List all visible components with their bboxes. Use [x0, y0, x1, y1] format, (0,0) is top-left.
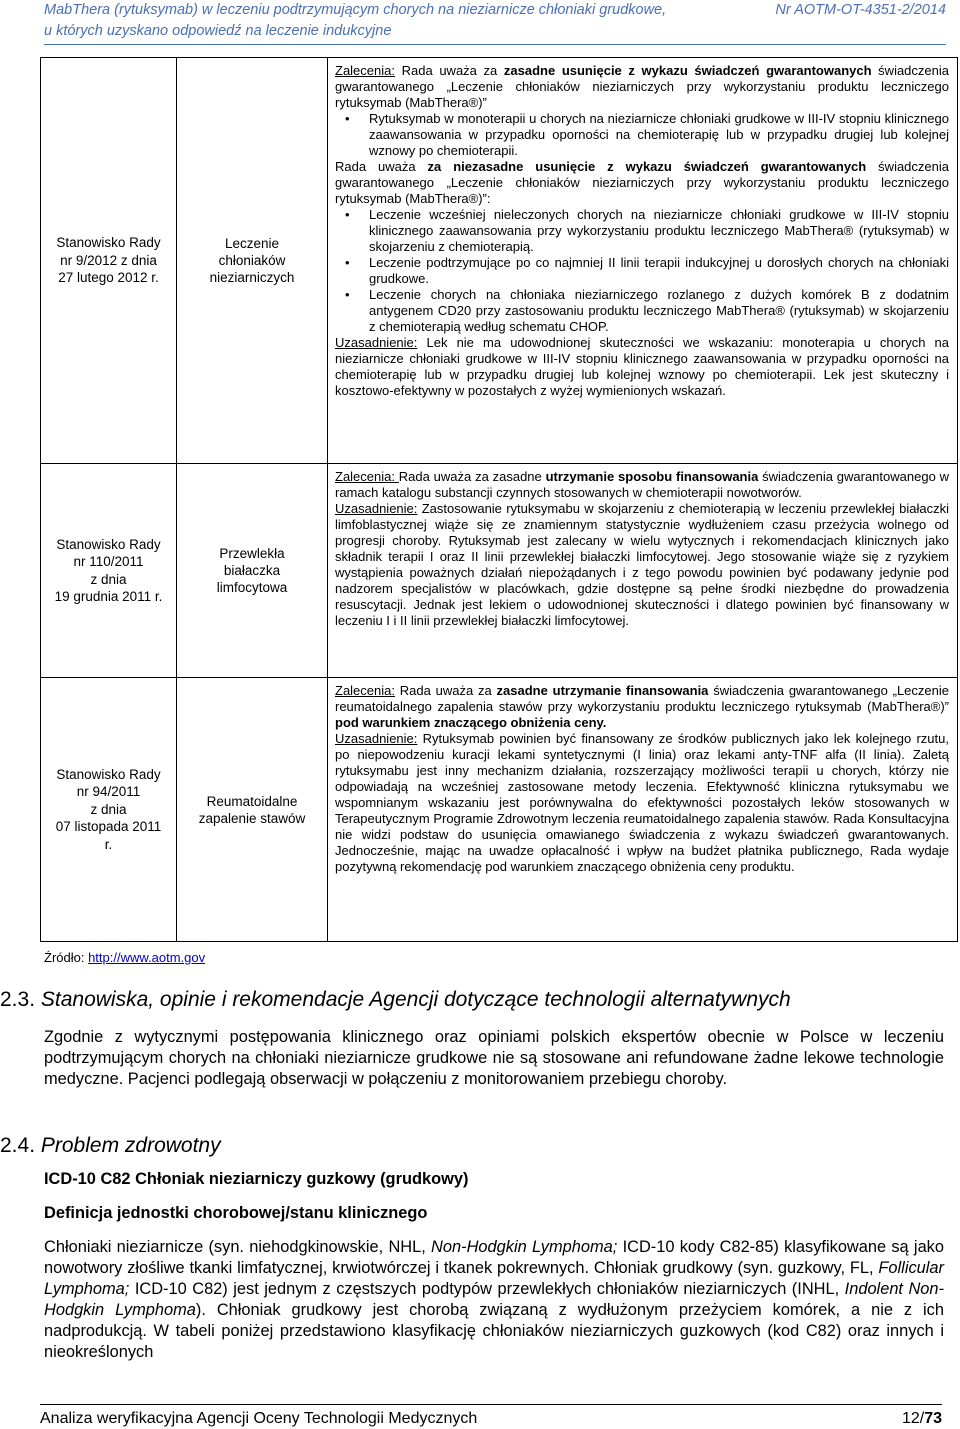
- list-item: • Leczenie chorych na chłoniaka nieziarniczego rozlanego z dużych komórek B z dodatnim antygenem CD20 przy zastosowaniu produktu leczniczego MabThera® (rytuksymab) w skojarzeniu z chemioterapią według schematu CHOP.: [369, 287, 949, 335]
- justification-paragraph: [335, 731, 949, 875]
- italic-span: Follicular Lymphoma;: [44, 1259, 944, 1298]
- position-line: z dnia: [90, 571, 127, 587]
- position-line: 27 lutego 2012 r.: [58, 270, 159, 286]
- text-span: Rada uważa za zasadne: [398, 469, 546, 484]
- position-line: z dnia: [90, 801, 127, 817]
- text-span: Chłoniaki nieziarnicze (syn. niehodgkinowskie, NHL,: [44, 1238, 432, 1256]
- header-reference: Nr AOTM-OT-4351-2/2014: [775, 2, 946, 18]
- text-span: ). Chłoniak grudkowy jest chorobą związaną z wydłużonym przeżyciem komórek, a nie z ich nadprodukcją. W tabeli poniżej przedstawiono klasyfikację chłoniaków nieziarniczych guzkowych (kod C82) oraz innych i nieokreślonych: [44, 1301, 944, 1361]
- page-total: 73: [924, 1410, 942, 1427]
- page-header: [44, 0, 946, 46]
- list-item: • Leczenie podtrzymujące po co najmniej II linii terapii indukcyjnej u dorosłych chorych na chłoniaki grudkowe.: [369, 255, 949, 287]
- recommendation-cell: [328, 678, 958, 942]
- section-number: 2.3.: [0, 988, 36, 1011]
- section-title: Stanowiska, opinie i rekomendacje Agencji dotyczące technologii alternatywnych: [40, 988, 791, 1011]
- table-row: [41, 464, 958, 678]
- table-row: [41, 58, 958, 464]
- indication-line: białaczka: [223, 563, 281, 578]
- list-item: • Leczenie wcześniej nieleczonych chorych na nieziarnicze chłoniaki grudkowe w III-IV stopniu klinicznego zaawansowania przy wykorzystaniu produktu leczniczego MabThera® (rytuksymab) w skojarzeniu z chemioterapią.: [369, 207, 949, 255]
- recommendation-paragraph: [335, 159, 949, 207]
- header-title-line1: MabThera (rytuksymab) w leczeniu podtrzymującym chorych na nieziarnicze chłoniaki grudkowe,: [44, 2, 667, 18]
- position-cell: [41, 58, 177, 464]
- page-current: 12/: [901, 1410, 925, 1427]
- bullet-list: [335, 111, 949, 159]
- label-zalecenia: Zalecenia:: [335, 469, 399, 484]
- list-item: • Rytuksymab w monoterapii u chorych na nieziarnicze chłoniaki grudkowe w III-IV stopniu klinicznego zaawansowania w przypadku oporności na chemioterapię lub w przypadku drugiej lub kolejnej wznowy po chemioterapii.: [369, 111, 949, 159]
- label-uzasadnienie: Uzasadnienie:: [335, 501, 418, 516]
- bold-span: utrzymanie sposobu finansowania: [545, 469, 759, 484]
- text-span: Rytuksymab powinien być finansowany ze środków publicznych jako lek kolejnego rzutu, po niepowodzeniu kuracji lekami syntetycznymi (I linia) oraz lekami anty-TNF alfa (II linia). Zaletą rytuksymabu jest inny mechanizm działania, rozszerzający możliwości terapii u chorych, którzy nie odpowiadają na wcześniej zastosowane metody leczenia. Efektywność kliniczna rytuksymabu we wspomnianym wskazaniu jest porównywalna do efektywności pozostałych leków stosowanych w Terapeutycznym Programie Zdrowotnym leczenia reumatoidalnego zapalenia stawów. Rada Konsultacyjna nie widzi podstaw do usunięcia omawianego świadczenia z wykazu świadczeń gwarantowanych. Jednocześnie, mając na uwadze opłacalność i wpływ na budżet płatnika publicznego, Rada wydaje pozytywną rekomendację pod warunkiem znaczącego obniżenia ceny produktu.: [335, 731, 949, 874]
- source-label: Źródło:: [44, 950, 89, 965]
- section-number: 2.4.: [0, 1134, 36, 1157]
- indication-cell: [177, 464, 328, 678]
- header-title-line2: u których uzyskano odpowiedź na leczenie indukcyjne: [44, 23, 392, 39]
- bold-span: zasadne utrzymanie finansowania: [496, 683, 709, 698]
- recommendation-cell: [328, 464, 958, 678]
- text-span: Zastosowanie rytuksymabu w skojarzeniu z chemioterapią w leczeniu przewlekłej białaczki limfoblastycznej wiąże się ze znamiennym statystycznie wydłużeniem czasu przeżycia wolnego od progresji choroby. Rytuksymab jest zalecany w wielu wytycznych i rekomendacjach klinicznych jako składnik terapii I oraz II linii przewlekłej białaczki limfocytowej. Jego stosowanie wiąże się z ryzykiem wystąpienia poważnych działań niepożądanych i z tego powodu powinien być podawany jedynie pod nadzorem specjalistów w placówkach, gdzie dostępne są pełne środki niezbędne do prowadzenia resuscytacji. Jednak jest lekiem o udowodnionej skuteczności i dlatego powinien być finansowany w leczeniu I i II linii przewlekłej białaczki limfocytowej.: [335, 501, 949, 628]
- italic-span: Non-Hodgkin Lymphoma;: [431, 1238, 618, 1256]
- position-line: nr 110/2011: [73, 554, 144, 569]
- position-line: Stanowisko Rady: [56, 235, 161, 251]
- section-heading-2-4: [0, 1134, 221, 1158]
- position-line: nr 94/2011: [76, 784, 141, 800]
- text-span: świadczenia gwarantowanego „Leczenie reumatoidalnego zapalenia stawów przy wykorzystaniu produktu leczniczego rytuksymab (MabThera®)”: [335, 683, 949, 714]
- indication-cell: [177, 678, 328, 942]
- indication-line: chłoniaków: [218, 253, 286, 268]
- indication-line: Przewlekła: [219, 546, 285, 561]
- definition-heading: Definicja jednostki chorobowej/stanu klinicznego: [44, 1204, 428, 1222]
- position-line: 07 listopada 2011: [55, 819, 162, 835]
- position-cell: [41, 464, 177, 678]
- text-span: ICD-10 kody C82-85) klasyfikowane są jako nowotwory złośliwe tkanki limfatycznej, krwiotwórczej i tkanek pokrewnych. Chłoniak grudkowy (syn. guzkowy, FL,: [44, 1238, 944, 1277]
- italic-span: Indolent Non-Hodgkin Lymphoma: [44, 1280, 944, 1319]
- footer-title: Analiza weryfikacyjna Agencji Oceny Technologii Medycznych: [40, 1410, 478, 1427]
- text-span: Rada uważa za: [394, 683, 497, 698]
- label-uzasadnienie: Uzasadnienie:: [335, 731, 418, 746]
- table-row: [41, 678, 958, 942]
- recommendation-cell: [328, 58, 958, 464]
- bullet-list: [335, 207, 949, 335]
- council-positions-table: [40, 57, 958, 942]
- position-cell: [41, 678, 177, 942]
- text-span: Lek nie ma udowodnionej skuteczności we wskazaniu: monoterapia u chorych na nieziarnicze chłoniaki grudkowe w III-IV stopniu klinicznego zaawansowania w przypadku oporności na chemioterapię lub w przypadku drugiej lub kolejnej wznowy po chemioterapii. Lek jest skuteczny i kosztowo-efektywny w pozostałych z wyżej wymienionych wskazań.: [335, 335, 949, 398]
- source-note: [44, 950, 205, 965]
- indication-line: zapalenie stawów: [198, 810, 306, 826]
- justification-paragraph: [335, 335, 949, 399]
- bold-span: pod warunkiem znaczącego obniżenia ceny.: [335, 715, 607, 730]
- text-span: Rada uważa: [335, 159, 428, 174]
- indication-line: Reumatoidalne: [206, 793, 298, 809]
- position-line: Stanowisko Rady: [56, 766, 161, 782]
- indication-line: nieziarniczych: [209, 270, 295, 285]
- indication-line: limfocytowa: [216, 580, 288, 595]
- section-heading-2-3: [0, 988, 791, 1012]
- text-span: ICD-10 C82) jest jednym z częstszych podtypów przewlekłych chłoniaków nieziarniczych (INHL,: [129, 1280, 845, 1298]
- position-line: nr 9/2012 z dnia: [60, 252, 157, 268]
- page-number: [902, 1409, 942, 1429]
- page-footer: [40, 1404, 942, 1429]
- position-line: r.: [104, 836, 113, 852]
- text-span: Rada uważa za: [394, 63, 504, 78]
- section-2-3-paragraph: Zgodnie z wytycznymi postępowania klinicznego oraz opiniami polskich ekspertów obecnie w Polsce w leczeniu podtrzymującym chorych na chłoniaki nieziarnicze grudkowe nie są stosowane ani refundowane żadne lekowe technologie medyczne. Pacjenci podlegają obserwacji w połączeniu z monitorowaniem przebiegu choroby.: [44, 1028, 944, 1088]
- indication-line: Leczenie: [224, 236, 280, 251]
- icd-heading: ICD-10 C82 Chłoniak nieziarniczy guzkowy (grudkowy): [44, 1170, 469, 1188]
- position-line: Stanowisko Rady: [56, 536, 161, 552]
- source-link[interactable]: http://www.aotm.gov: [88, 950, 206, 965]
- label-zalecenia: Zalecenia:: [335, 63, 395, 78]
- bold-span: za niezasadne usunięcie z wykazu świadczeń gwarantowanych: [427, 159, 867, 174]
- header-rule: [44, 44, 946, 45]
- recommendation-paragraph: [335, 63, 949, 111]
- text-span: świadczenia gwarantowanego w ramach katalogu substancji czynnych stosowanych w chemioterapii nowotworów.: [335, 469, 949, 500]
- indication-cell: [177, 58, 328, 464]
- section-title: Problem zdrowotny: [40, 1134, 221, 1157]
- justification-paragraph: [335, 501, 949, 629]
- position-line: 19 grudnia 2011 r.: [54, 589, 163, 604]
- text-span: świadczenia gwarantowanego „Leczenie chłoniaków nieziarniczych przy wykorzystaniu produktu leczniczego rytuksymab (MabThera®)”:: [335, 159, 949, 206]
- label-uzasadnienie: Uzasadnienie:: [335, 335, 418, 350]
- recommendation-paragraph: [335, 683, 949, 731]
- text-span: świadczenia gwarantowanego „Leczenie chłoniaków nieziarniczych przy wykorzystaniu produktu leczniczego rytuksymab (MabThera®)”: [335, 63, 949, 110]
- section-2-4-paragraph: [44, 1237, 944, 1363]
- recommendation-paragraph: [335, 469, 949, 501]
- label-zalecenia: Zalecenia:: [335, 683, 395, 698]
- bold-span: zasadne usunięcie z wykazu świadczeń gwarantowanych: [503, 63, 872, 78]
